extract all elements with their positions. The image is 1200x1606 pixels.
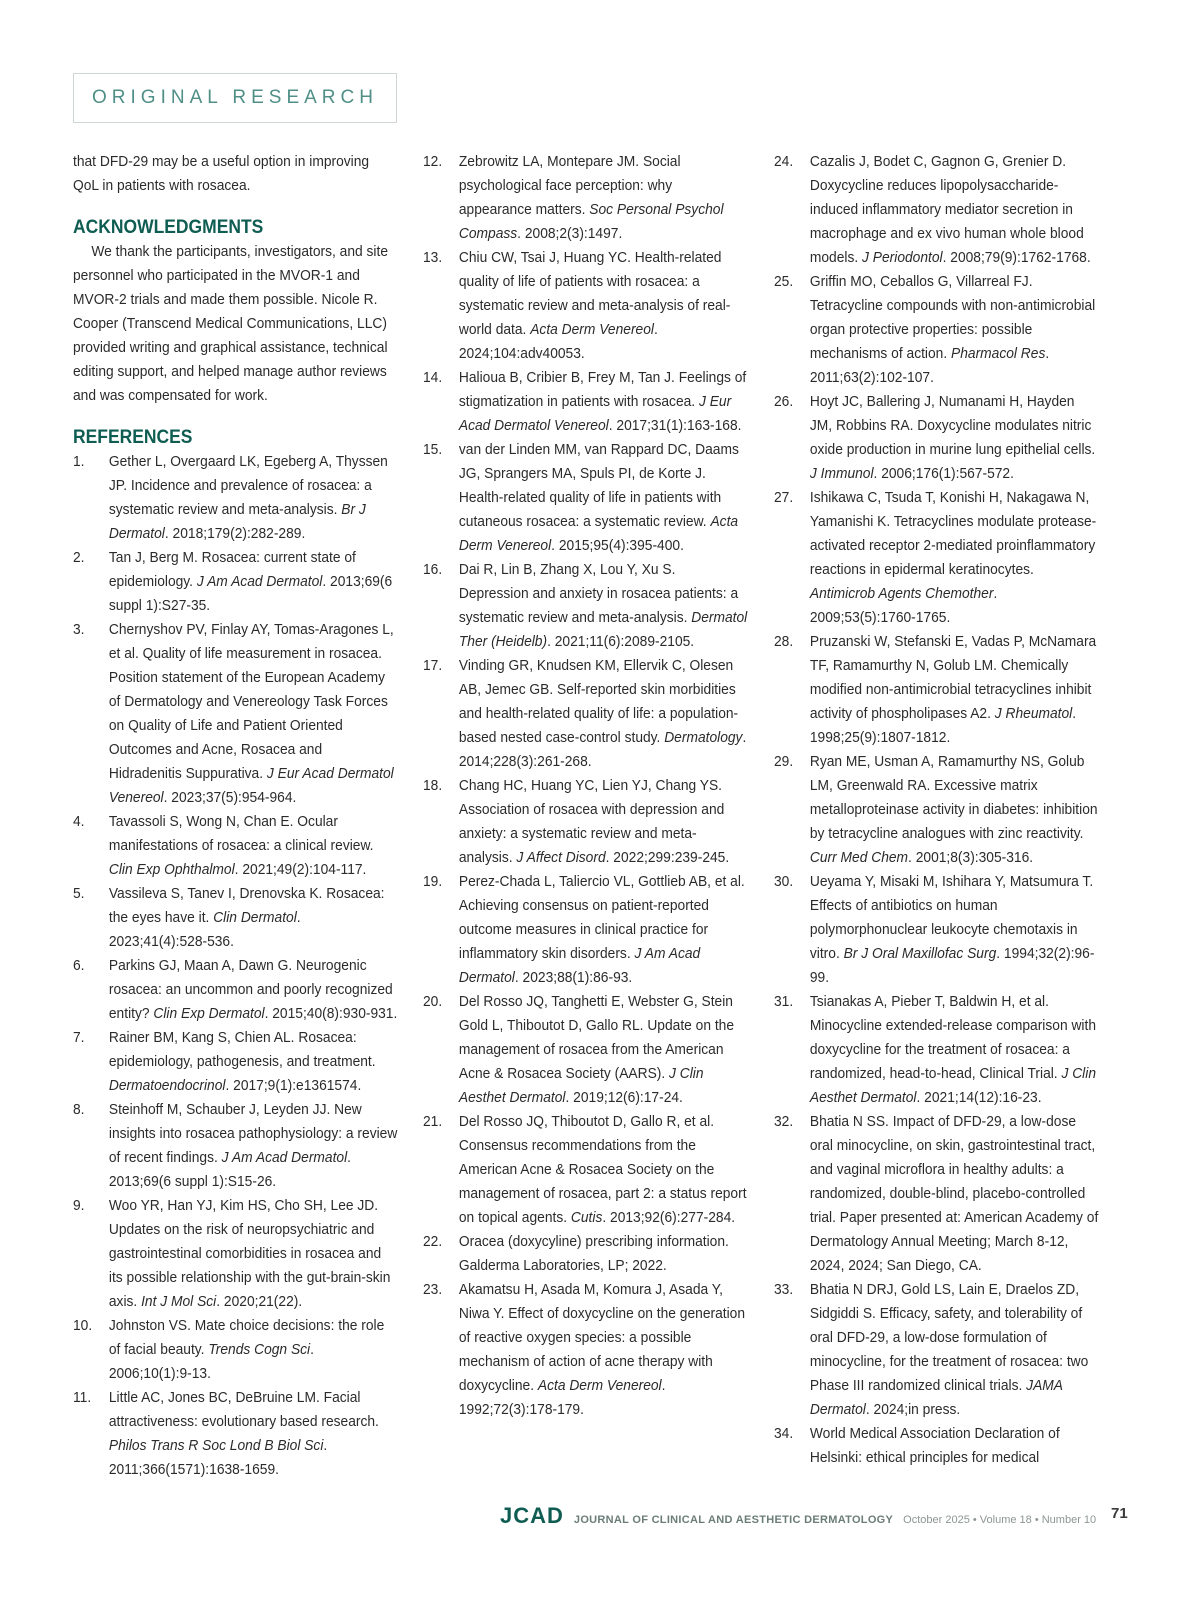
reference-text: Ishikawa C, Tsuda T, Konishi H, Nakagawa N, Yamanishi K. Tetracyclines modulate protease-activated receptor 2-mediated proinflammatory reactions in epidermal keratinocytes. Antimicrob Agents Chemother. 2009;53(5):1760-1765. <box>809 489 1097 626</box>
reference-journal: J Affect Disord <box>516 849 606 866</box>
acknowledgments-heading: ACKNOWLEDGMENTS <box>73 217 264 238</box>
reference-number: 34. <box>774 1425 794 1442</box>
reference-item <box>73 1098 398 1194</box>
reference-item <box>774 390 1099 486</box>
reference-text: Tan J, Berg M. Rosacea: current state of epidemiology. J Am Acad Dermatol. 2013;69(6 suppl 1):S27-35. <box>108 549 393 614</box>
reference-journal: J Am Acad Dermatol <box>458 945 701 986</box>
reference-item <box>423 150 748 246</box>
reference-journal: J Immunol <box>809 465 874 482</box>
reference-number: 17. <box>423 657 443 674</box>
reference-text: Griffin MO, Ceballos G, Villarreal FJ. Tetracycline compounds with non-antimicrobial organ protective properties: possible mechanisms of action. Pharmacol Res. 2011;63(2):102-107. <box>809 273 1096 386</box>
reference-number: 7. <box>73 1029 85 1046</box>
reference-number: 20. <box>423 993 443 1010</box>
reference-number: 14. <box>423 369 443 386</box>
reference-text: Ueyama Y, Misaki M, Ishihara Y, Matsumura T. Effects of antibiotics on human polymorphonuclear leukocyte chemotaxis in vitro. Br J Oral Maxillofac Surg. 1994;32(2):96-99. <box>809 873 1095 986</box>
reference-number: 12. <box>423 153 443 170</box>
journal-name: JOURNAL OF CLINICAL AND AESTHETIC DERMATOLOGY <box>573 1514 894 1526</box>
reference-journal: J Am Acad Dermatol <box>221 1149 348 1166</box>
reference-text: Bhatia N SS. Impact of DFD-29, a low-dose oral minocycline, on skin, gastrointestinal tract, and vaginal microflora in healthy adults: a randomized, double-blind, placebo-controlled trial. Paper presented at: American Academy of Dermatology Annual Meeting; March 8-12, 2024, 2024; San Diego, CA. <box>809 1113 1099 1274</box>
reference-journal: Int J Mol Sci <box>141 1293 217 1310</box>
reference-text: Zebrowitz LA, Montepare JM. Social psychological face perception: why appearance matters. Soc Personal Psychol Compass. 2008;2(3):1497. <box>458 153 724 242</box>
reference-journal: Antimicrob Agents Chemother <box>809 585 994 602</box>
reference-journal: J Eur Acad Dermatol Venereol <box>458 393 732 434</box>
reference-text: Tavassoli S, Wong N, Chan E. Ocular manifestations of rosacea: a clinical review. Clin Exp Ophthalmol. 2021;49(2):104-117. <box>108 813 374 878</box>
reference-number: 11. <box>73 1389 92 1406</box>
reference-number: 10. <box>73 1317 93 1334</box>
reference-journal: Soc Personal Psychol Compass <box>458 201 724 242</box>
reference-number: 15. <box>423 441 443 458</box>
reference-item <box>73 1194 398 1314</box>
reference-text: World Medical Association Declaration of Helsinki: ethical principles for medical <box>809 1425 1060 1466</box>
reference-number: 16. <box>423 561 443 578</box>
reference-number: 33. <box>774 1281 794 1298</box>
reference-number: 24. <box>774 153 794 170</box>
references-list-3 <box>774 150 1099 1470</box>
reference-journal: J Eur Acad Dermatol Venereol <box>108 765 394 806</box>
reference-text: Hoyt JC, Ballering J, Numanami H, Hayden JM, Robbins RA. Doxycycline modulates nitric oxide production in murine lung epithelial cells. J Immunol. 2006;176(1):567-572. <box>809 393 1096 482</box>
reference-item <box>73 450 398 546</box>
reference-item <box>423 246 748 366</box>
reference-text: Del Rosso JQ, Tanghetti E, Webster G, Stein Gold L, Thiboutot D, Gallo RL. Update on the management of rosacea from the American Acne & Rosacea Society (AARS). J Clin Aesthet Dermatol. 2019;12(6):17-24. <box>458 993 735 1106</box>
reference-journal: JAMA Dermatol <box>809 1377 1063 1418</box>
reference-journal: Br J Dermatol <box>108 501 366 542</box>
reference-number: 1. <box>73 453 85 470</box>
reference-journal: Clin Dermatol <box>213 909 297 926</box>
reference-number: 19. <box>423 873 443 890</box>
reference-journal: Br J Oral Maxillofac Surg <box>843 945 997 962</box>
reference-journal: J Clin Aesthet Dermatol <box>809 1065 1096 1106</box>
reference-text: Tsianakas A, Pieber T, Baldwin H, et al. Minocycline extended-release comparison with doxycycline for the treatment of rosacea: a randomized, head-to-head, Clinical Trial. J Clin Aesthet Dermatol. 2021;14(12):16-23. <box>809 993 1096 1106</box>
reference-number: 30. <box>774 873 794 890</box>
reference-journal: Acta Derm Venereol <box>530 321 654 338</box>
reference-item <box>423 654 748 774</box>
acknowledgments-text: We thank the participants, investigators, and site personnel who participated in the MVOR-1 and MVOR-2 trials and made them possible. Nicole R. Cooper (Transcend Medical Communications, LLC) provided writing and graphical assistance, technical editing support, and helped manage author reviews and was compensated for work. <box>73 243 389 404</box>
reference-text: Akamatsu H, Asada M, Komura J, Asada Y, Niwa Y. Effect of doxycycline on the generation of reactive oxygen species: a possible mechanism of action of acne therapy with doxycycline. Acta Derm Venereol. 1992;72(3):178-179. <box>458 1281 746 1418</box>
reference-text: Perez-Chada L, Taliercio VL, Gottlieb AB, et al. Achieving consensus on patient-reported outcome measures in clinical practice for inflammatory skin disorders. J Am Acad Dermatol. 2023;88(1):86-93. <box>458 873 745 986</box>
reference-number: 13. <box>423 249 443 266</box>
reference-number: 26. <box>774 393 794 410</box>
reference-item <box>423 558 748 654</box>
footer <box>500 1503 1096 1533</box>
reference-item <box>423 1230 748 1278</box>
references-heading: REFERENCES <box>73 427 193 448</box>
reference-journal: Dermatology <box>664 729 743 746</box>
reference-text: Chiu CW, Tsai J, Huang YC. Health-related quality of life of patients with rosacea: a systematic review and meta-analysis of real-world data. Acta Derm Venereol. 2024;104:adv40053. <box>458 249 731 362</box>
reference-item <box>774 750 1099 870</box>
reference-item <box>774 1278 1099 1422</box>
reference-text: Steinhoff M, Schauber J, Leyden JJ. New insights into rosacea pathophysiology: a review of recent findings. J Am Acad Dermatol. 2013;69(6 suppl 1):S15-26. <box>108 1101 398 1190</box>
reference-number: 31. <box>774 993 794 1010</box>
references-list-1 <box>73 450 398 1482</box>
reference-journal: J Clin Aesthet Dermatol <box>458 1065 704 1106</box>
reference-text: Parkins GJ, Maan A, Dawn G. Neurogenic rosacea: an uncommon and poorly recognized entity? Clin Exp Dermatol. 2015;40(8):930-931. <box>108 957 398 1022</box>
reference-item <box>774 870 1099 990</box>
section-tag: ORIGINAL RESEARCH <box>73 73 397 123</box>
page-number: 71 <box>1111 1505 1128 1522</box>
reference-journal: Cutis <box>570 1209 603 1226</box>
reference-journal: Clin Exp Ophthalmol <box>108 861 235 878</box>
reference-number: 23. <box>423 1281 443 1298</box>
reference-item <box>73 1314 398 1386</box>
reference-number: 28. <box>774 633 794 650</box>
reference-text: Oracea (doxycyline) prescribing information. Galderma Laboratories, LP; 2022. <box>458 1233 729 1274</box>
reference-text: Little AC, Jones BC, DeBruine LM. Facial attractiveness: evolutionary based research. Philos Trans R Soc Lond B Biol Sci. 2011;366(1571):1638-1659. <box>108 1389 379 1478</box>
reference-number: 22. <box>423 1233 443 1250</box>
reference-item <box>423 438 748 558</box>
reference-text: Bhatia N DRJ, Gold LS, Lain E, Draelos ZD, Sidgiddi S. Efficacy, safety, and tolerability of oral DFD-29, a low-dose formulation of minocycline, for the treatment of rosacea: two Phase III randomized clinical trials. JAMA Dermatol. 2024;in press. <box>809 1281 1089 1418</box>
column-2 <box>423 150 748 1422</box>
reference-text: Vassileva S, Tanev I, Drenovska K. Rosacea: the eyes have it. Clin Dermatol. 2023;41(4):528-536. <box>108 885 385 950</box>
reference-item <box>774 990 1099 1110</box>
reference-number: 29. <box>774 753 794 770</box>
reference-item <box>423 990 748 1110</box>
reference-item <box>774 630 1099 750</box>
reference-text: Ryan ME, Usman A, Ramamurthy NS, Golub LM, Greenwald RA. Excessive matrix metalloproteinase activity in diabetes: inhibition by tetracycline analogues with zinc reactivity. Curr Med Chem. 2001;8(3):305-316. <box>809 753 1098 866</box>
reference-item <box>73 1386 398 1482</box>
reference-number: 4. <box>73 813 85 830</box>
reference-text: Halioua B, Cribier B, Frey M, Tan J. Feelings of stigmatization in patients with rosacea. J Eur Acad Dermatol Venereol. 2017;31(1):163-168. <box>458 369 747 434</box>
reference-number: 9. <box>73 1197 85 1214</box>
intro-continuation: that DFD-29 may be a useful option in improving QoL in patients with rosacea. <box>73 153 370 194</box>
reference-journal: Acta Derm Venereol <box>458 513 739 554</box>
reference-item <box>423 1110 748 1230</box>
reference-item <box>423 366 748 438</box>
reference-text: Rainer BM, Kang S, Chien AL. Rosacea: epidemiology, pathogenesis, and treatment. Dermatoendocrinol. 2017;9(1):e1361574. <box>108 1029 376 1094</box>
reference-text: Chang HC, Huang YC, Lien YJ, Chang YS. Association of rosacea with depression and anxiety: a systematic review and meta-analysis. J Affect Disord. 2022;299:239-245. <box>458 777 730 866</box>
reference-item <box>423 774 748 870</box>
reference-journal: J Rheumatol <box>994 705 1073 722</box>
reference-journal: J Am Acad Dermatol <box>196 573 323 590</box>
reference-number: 27. <box>774 489 794 506</box>
reference-number: 21. <box>423 1113 443 1130</box>
references-list-2 <box>423 150 748 1422</box>
reference-number: 32. <box>774 1113 794 1130</box>
reference-item <box>423 1278 748 1422</box>
reference-journal: Philos Trans R Soc Lond B Biol Sci <box>108 1437 324 1454</box>
reference-text: Woo YR, Han YJ, Kim HS, Cho SH, Lee JD. Updates on the risk of neuropsychiatric and gastrointestinal comorbidities in rosacea and its possible relationship with the gut-brain-skin axis. Int J Mol Sci. 2020;21(22). <box>108 1197 391 1310</box>
issue-info: October 2025 • Volume 18 • Number 10 <box>903 1514 1097 1526</box>
reference-item <box>774 150 1099 270</box>
reference-item <box>774 1422 1099 1470</box>
reference-item <box>73 954 398 1026</box>
reference-item <box>774 486 1099 630</box>
reference-text: Dai R, Lin B, Zhang X, Lou Y, Xu S. Depression and anxiety in rosacea patients: a systematic review and meta-analysis. Dermatol Ther (Heidelb). 2021;11(6):2089-2105. <box>458 561 748 650</box>
reference-journal: J Periodontol <box>862 249 943 266</box>
reference-item <box>774 1110 1099 1278</box>
reference-journal: Trends Cogn Sci <box>208 1341 311 1358</box>
column-3 <box>774 150 1099 1470</box>
reference-item <box>73 810 398 882</box>
reference-journal: Dermatol Ther (Heidelb) <box>458 609 748 650</box>
reference-item <box>73 1026 398 1098</box>
reference-text: Gether L, Overgaard LK, Egeberg A, Thyssen JP. Incidence and prevalence of rosacea: a systematic review and meta-analysis. Br J Dermatol. 2018;179(2):282-289. <box>108 453 388 542</box>
reference-text: Cazalis J, Bodet C, Gagnon G, Grenier D. Doxycycline reduces lipopolysaccharide-induced inflammatory mediator secretion in macrophage and ex vivo human whole blood models. J Periodontol. 2008;79(9):1762-1768. <box>809 153 1091 266</box>
column-1 <box>73 150 398 1482</box>
reference-item <box>73 618 398 810</box>
journal-logo: JCAD <box>500 1503 564 1528</box>
reference-number: 2. <box>73 549 85 566</box>
reference-number: 8. <box>73 1101 85 1118</box>
reference-number: 25. <box>774 273 794 290</box>
reference-number: 18. <box>423 777 443 794</box>
reference-item <box>774 270 1099 390</box>
reference-item <box>73 882 398 954</box>
reference-item <box>73 546 398 618</box>
reference-journal: Acta Derm Venereol <box>537 1377 662 1394</box>
reference-journal: Dermatoendocrinol <box>108 1077 226 1094</box>
reference-journal: Pharmacol Res <box>951 345 1046 362</box>
reference-number: 6. <box>73 957 85 974</box>
reference-text: Chernyshov PV, Finlay AY, Tomas-Aragones L, et al. Quality of life measurement in rosacea. Position statement of the European Academy of Dermatology and Venereology Task Forces on Quality of Life and Patient Oriented Outcomes and Acne, Rosacea and Hidradenitis Suppurativa. J Eur Acad Dermatol Venereol. 2023;37(5):954-964. <box>108 621 394 806</box>
reference-item <box>423 870 748 990</box>
reference-number: 5. <box>73 885 85 902</box>
reference-text: Vinding GR, Knudsen KM, Ellervik C, Olesen AB, Jemec GB. Self-reported skin morbidities and health-related quality of life: a population-based nested case-control study. Dermatology. 2014;228(3):261-268. <box>458 657 747 770</box>
reference-text: Pruzanski W, Stefanski E, Vadas P, McNamara TF, Ramamurthy N, Golub LM. Chemically modified non-antimicrobial tetracyclines inhibit activity of phospholipases A2. J Rheumatol. 1998;25(9):1807-1812. <box>809 633 1097 746</box>
reference-journal: Clin Exp Dermatol <box>153 1005 265 1022</box>
reference-text: van der Linden MM, van Rappard DC, Daams JG, Sprangers MA, Spuls PI, de Korte J. Health-related quality of life in patients with cutaneous rosacea: a systematic review. Acta Derm Venereol. 2015;95(4):395-400. <box>458 441 739 554</box>
reference-text: Johnston VS. Mate choice decisions: the role of facial beauty. Trends Cogn Sci. 2006;10(1):9-13. <box>108 1317 385 1382</box>
reference-journal: Curr Med Chem <box>809 849 909 866</box>
reference-text: Del Rosso JQ, Thiboutot D, Gallo R, et al. Consensus recommendations from the American Acne & Rosacea Society on the management of rosacea, part 2: a status report on topical agents. Cutis. 2013;92(6):277-284. <box>458 1113 747 1226</box>
reference-number: 3. <box>73 621 85 638</box>
